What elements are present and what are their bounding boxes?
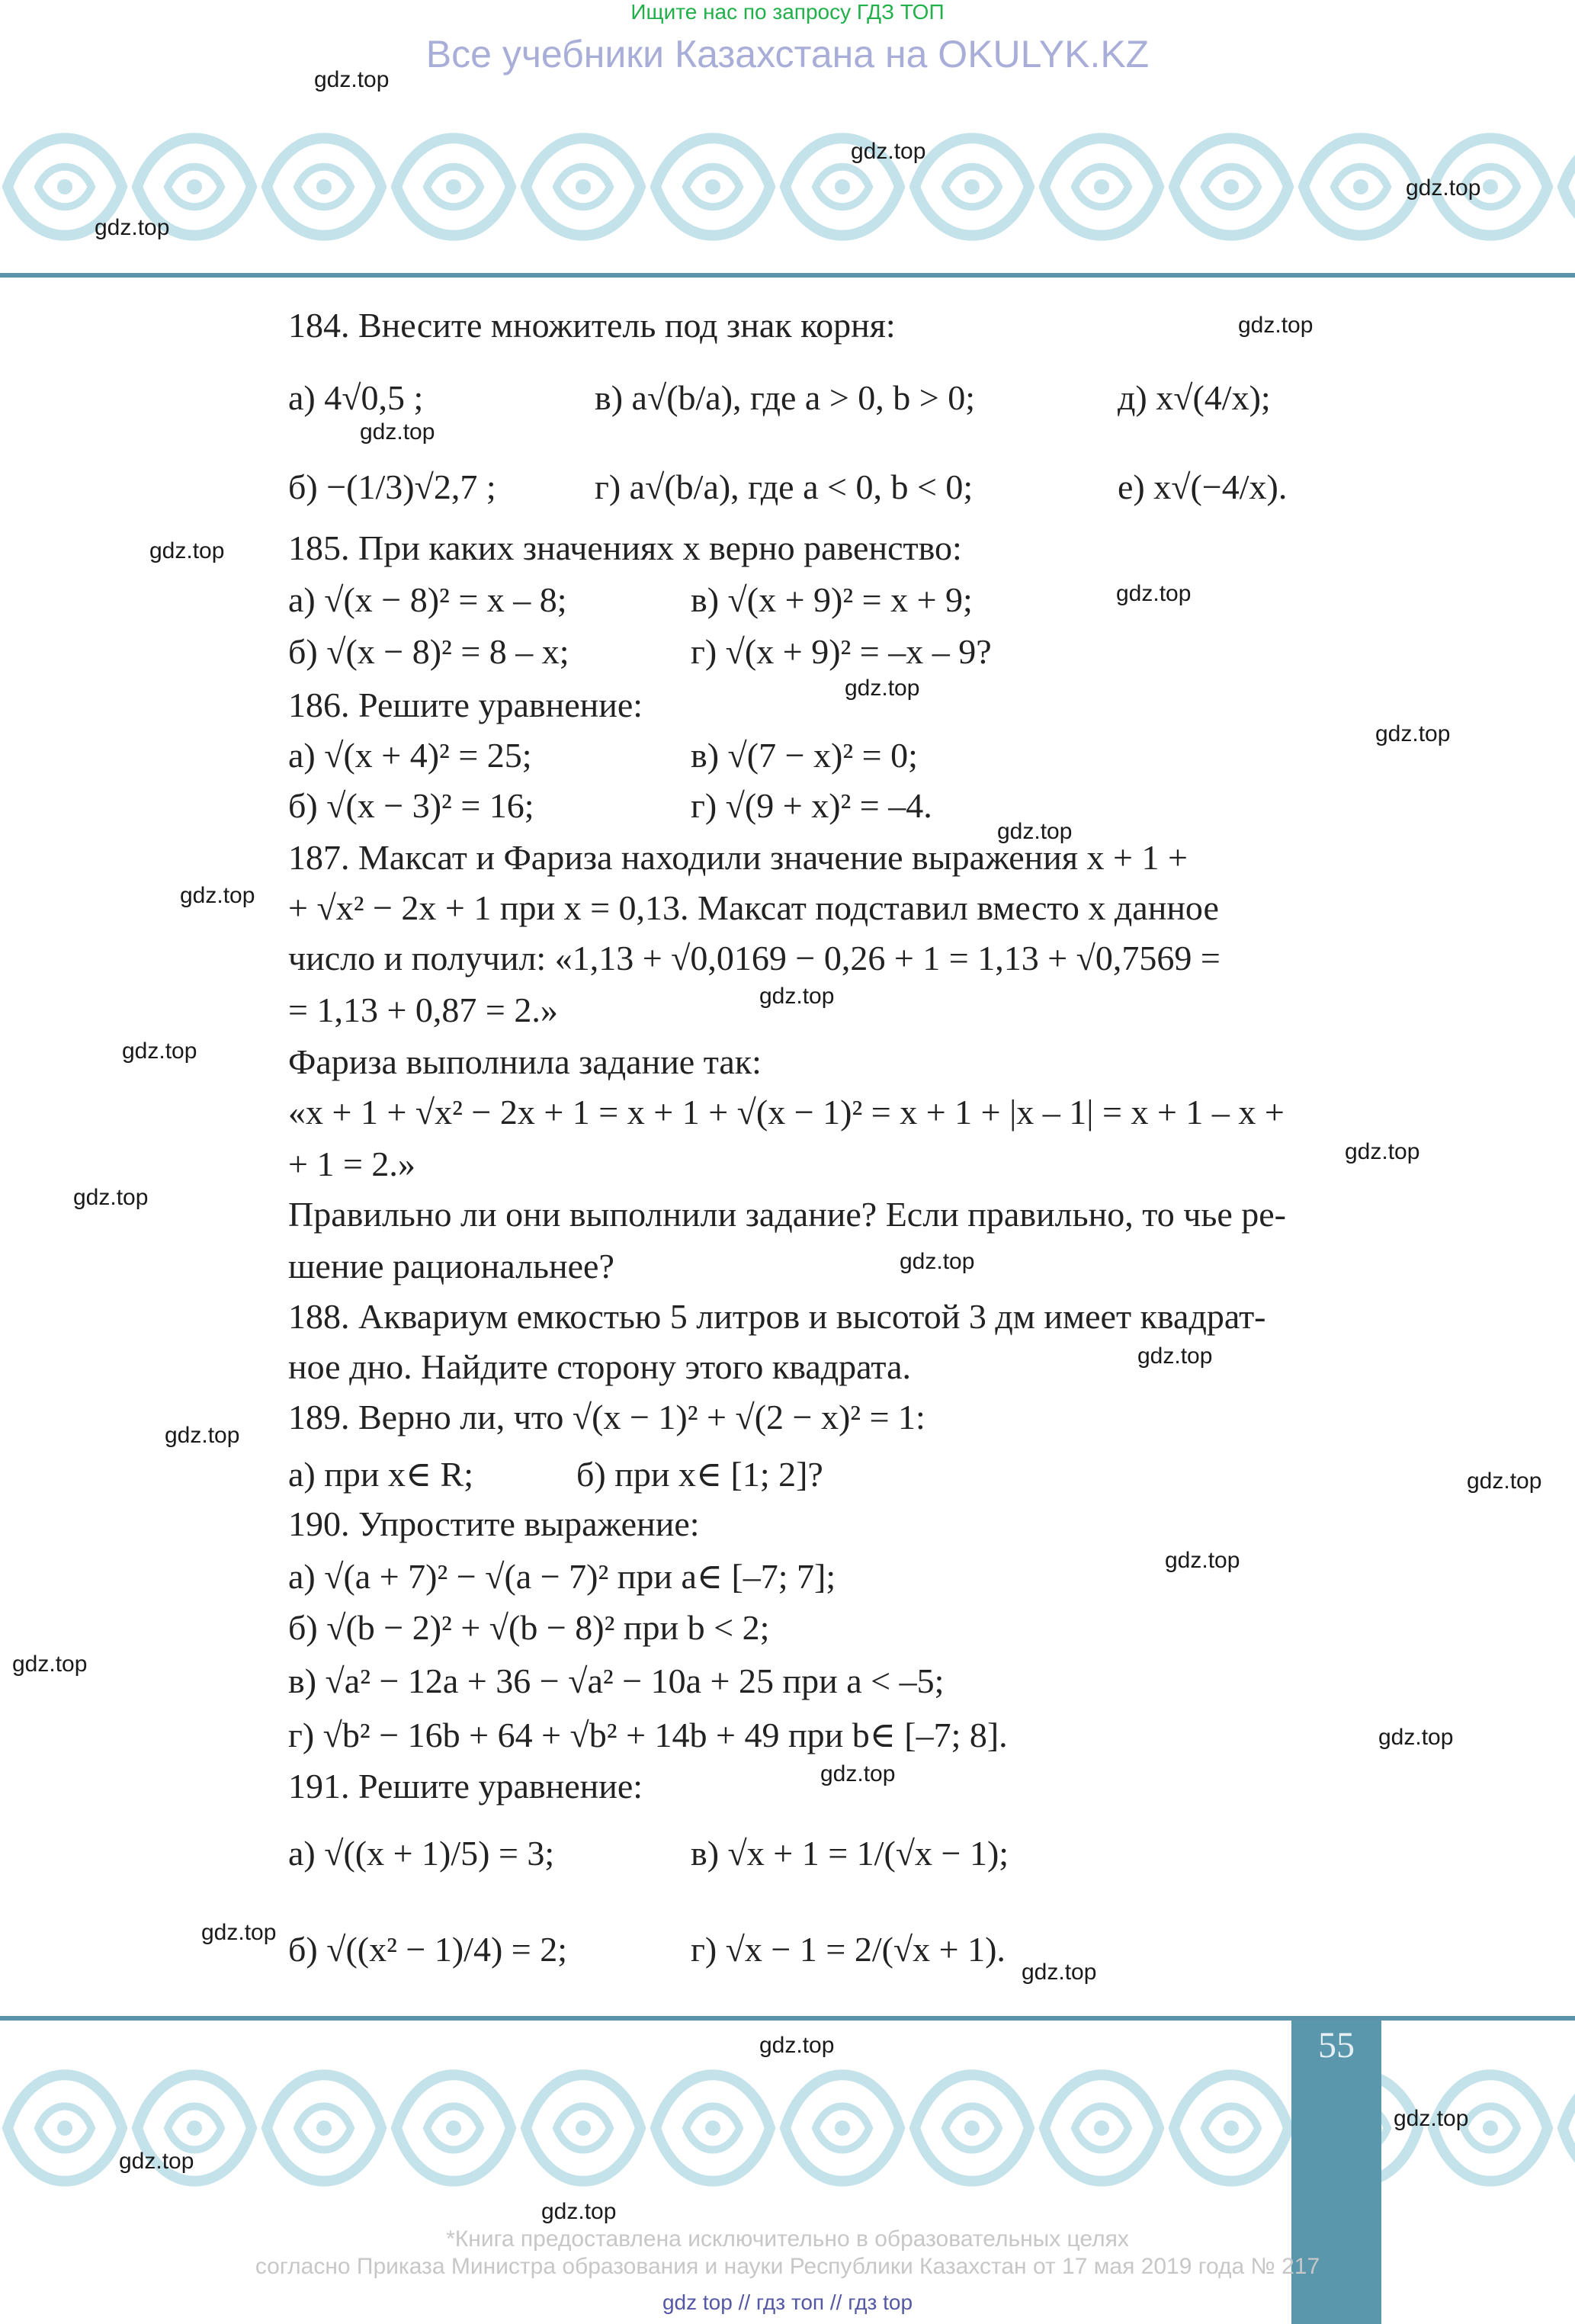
line-05b: в) √(x + 9)² = x + 9;: [691, 580, 973, 619]
line-19: 188. Аквариум емкостью 5 литров и высотой 3 дм имеет квадрат-: [288, 1297, 1266, 1336]
line-02c: д) x√(4/x);: [1118, 378, 1271, 417]
footer-note-2: согласно Приказа Министра образования и науки Республики Казахстан от 17 мая 2019 года № 217: [255, 2254, 1320, 2279]
line-02b: в) a√(b/a), где a > 0, b > 0;: [595, 378, 976, 417]
watermark: gdz.top: [95, 215, 170, 240]
watermark: gdz.top: [820, 1761, 896, 1786]
line-23: 190. Упростите выражение:: [288, 1504, 700, 1543]
line-22b: б) при x∈ [1; 2]?: [576, 1455, 823, 1494]
line-09b: г) √(9 + x)² = –4.: [691, 786, 932, 825]
line-08a: а) √(x + 4)² = 25;: [288, 736, 532, 775]
line-07: 186. Решите уравнение:: [288, 685, 643, 724]
watermark: gdz.top: [1022, 1960, 1097, 1985]
line-03c: е) x√(−4/x).: [1118, 467, 1288, 506]
watermark: gdz.top: [165, 1423, 240, 1448]
ornament-banner-top: [0, 107, 1575, 267]
line-03a: б) −(1/3)√2,7 ;: [288, 467, 496, 506]
watermark: gdz.top: [541, 2199, 617, 2224]
watermark: gdz.top: [1375, 721, 1451, 746]
site-title[interactable]: Все учебники Казахстана на OKULYK.KZ: [425, 33, 1150, 75]
line-06a: б) √(x − 8)² = 8 – x;: [288, 632, 569, 671]
watermark: gdz.top: [1467, 1469, 1542, 1494]
footer-links[interactable]: gdz top // гдз топ // гдз top: [662, 2290, 913, 2314]
top-rule: [0, 273, 1575, 278]
line-28: 191. Решите уравнение:: [288, 1767, 643, 1806]
watermark: gdz.top: [149, 538, 225, 563]
line-22a: а) при x∈ R;: [288, 1455, 473, 1494]
line-12: число и получил: «1,13 + √0,0169 − 0,26 + 1 = 1,13 + √0,7569 =: [288, 939, 1221, 977]
line-30b: г) √x − 1 = 2/(√x + 1).: [691, 1930, 1006, 1969]
watermark: gdz.top: [1406, 175, 1481, 201]
watermark: gdz.top: [1116, 581, 1192, 606]
line-11: + √x² − 2x + 1 при x = 0,13. Максат подставил вместо x данное: [288, 888, 1219, 927]
watermark: gdz.top: [314, 67, 390, 92]
watermark: gdz.top: [1238, 313, 1314, 338]
line-09a: б) √(x − 3)² = 16;: [288, 786, 534, 825]
watermark: gdz.top: [119, 2149, 194, 2174]
watermark: gdz.top: [1394, 2106, 1469, 2131]
line-13: = 1,13 + 0,87 = 2.»: [288, 990, 558, 1029]
watermark: gdz.top: [1137, 1343, 1213, 1369]
watermark: gdz.top: [12, 1652, 88, 1677]
watermark: gdz.top: [122, 1038, 197, 1064]
line-05a: а) √(x − 8)² = x – 8;: [288, 580, 567, 619]
line-21: 189. Верно ли, что √(x − 1)² + √(2 − x)² = 1:: [288, 1398, 925, 1436]
line-30a: б) √((x² − 1)/4) = 2;: [288, 1930, 567, 1969]
watermark: gdz.top: [201, 1920, 277, 1945]
line-24: а) √(a + 7)² − √(a − 7)² при a∈ [–7; 7];: [288, 1557, 836, 1596]
line-14: Фариза выполнила задание так:: [288, 1042, 762, 1081]
line-18: шение рациональнее?: [288, 1247, 614, 1286]
line-10: 187. Максат и Фариза находили значение выражения x + 1 +: [288, 838, 1188, 877]
line-29b: в) √x + 1 = 1/(√x − 1);: [691, 1834, 1009, 1873]
line-17: Правильно ли они выполнили задание? Если правильно, то чье ре-: [288, 1195, 1286, 1234]
watermark: gdz.top: [180, 883, 255, 908]
page-number: 55: [1318, 2025, 1355, 2066]
watermark: gdz.top: [845, 676, 920, 701]
line-03b: г) a√(b/a), где a < 0, b < 0;: [595, 467, 974, 506]
line-25: б) √(b − 2)² + √(b − 8)² при b < 2;: [288, 1608, 770, 1647]
footer-note-1: *Книга предоставлена исключительно в образовательных целях: [446, 2226, 1129, 2252]
watermark: gdz.top: [360, 419, 435, 445]
line-20: ное дно. Найдите сторону этого квадрата.: [288, 1347, 911, 1386]
line-04: 185. При каких значениях x верно равенство:: [288, 528, 962, 567]
watermark: gdz.top: [759, 2033, 835, 2058]
line-16: + 1 = 2.»: [288, 1144, 415, 1183]
line-06b: г) √(x + 9)² = –x – 9?: [691, 632, 992, 671]
line-08b: в) √(7 − x)² = 0;: [691, 736, 918, 775]
watermark: gdz.top: [73, 1185, 149, 1210]
watermark: gdz.top: [1165, 1548, 1240, 1573]
line-27: г) √b² − 16b + 64 + √b² + 14b + 49 при b∈ [–7; 8].: [288, 1716, 1008, 1754]
watermark: gdz.top: [997, 819, 1073, 844]
line-02a: а) 4√0,5 ;: [288, 378, 424, 417]
line-29a: а) √((x + 1)/5) = 3;: [288, 1834, 555, 1873]
line-15: «x + 1 + √x² − 2x + 1 = x + 1 + √(x − 1)² = x + 1 + |x – 1| = x + 1 – x +: [288, 1093, 1285, 1132]
watermark: gdz.top: [759, 984, 835, 1009]
watermark: gdz.top: [1345, 1139, 1420, 1164]
line-01: 184. Внесите множитель под знак корня:: [288, 306, 896, 345]
line-26: в) √a² − 12a + 36 − √a² − 10a + 25 при a < –5;: [288, 1661, 945, 1700]
watermark: gdz.top: [900, 1249, 975, 1274]
search-hint: Ищите нас по запросу ГДЗ ТОП: [630, 0, 945, 24]
watermark: gdz.top: [1378, 1725, 1454, 1750]
watermark: gdz.top: [851, 139, 926, 164]
